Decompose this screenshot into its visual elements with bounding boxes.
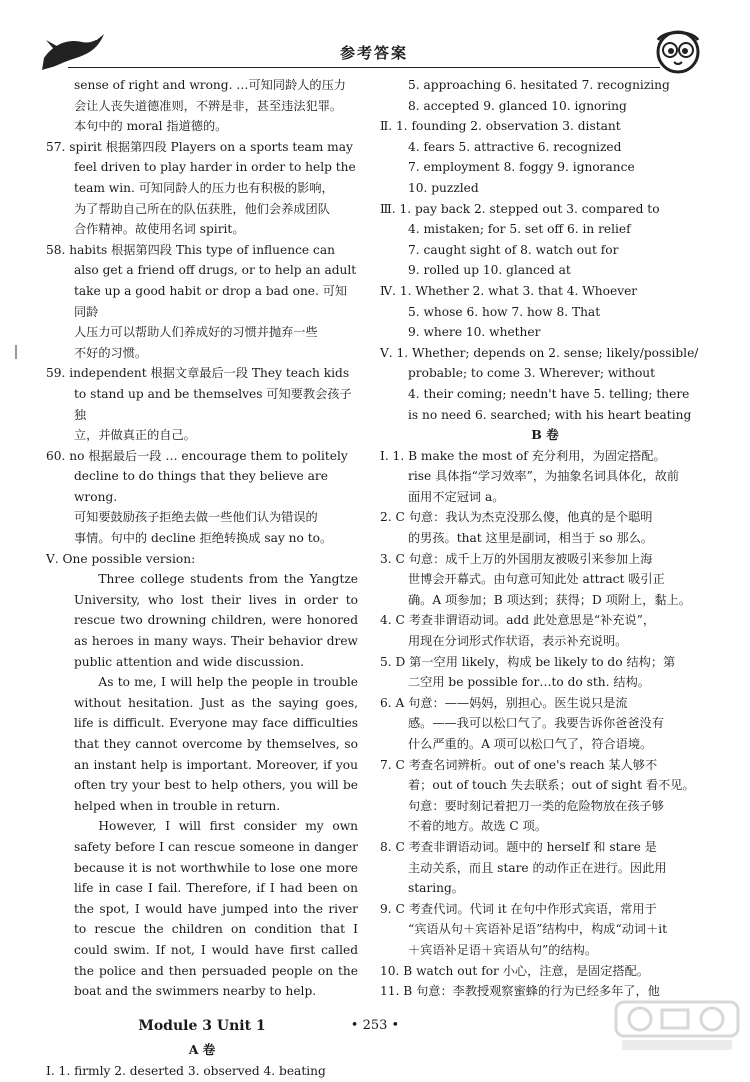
- left-column: [46, 75, 358, 1082]
- text-line: 感。——我可以松口气了。我要告诉你爸爸没有: [408, 716, 664, 731]
- text-line: 4. C 考查非谓语动词。add 此处意思是“补充说”，: [380, 613, 656, 628]
- text-line: 9. C 考查代词。代词 it 在句中作形式宾语，常用于: [380, 901, 657, 916]
- text-line: 合作精神。故使用名词 spirit。: [74, 222, 245, 237]
- header-rule: [68, 67, 660, 68]
- text-line: take up a good habit or drop a bad one. 可知同龄: [74, 283, 348, 319]
- text-line: Ⅱ. 1. founding 2. observation 3. distant: [380, 119, 621, 134]
- page-number: • 253 •: [350, 1018, 400, 1033]
- text-line: Ⅰ. 1. B make the most of 充分利用，为固定搭配。: [380, 448, 666, 463]
- text-line: 5. whose 6. how 7. how 8. That: [408, 304, 601, 319]
- text-line: 4. their coming; needn't have 5. telling; there: [408, 386, 690, 401]
- essay-paragraph: Three college students from the Yangtze University, who lost their lives in order to rescue two drowning children, were honored as heroes in many ways. Their behavior drew public attention and wide discussion.: [74, 572, 358, 669]
- text-line: 句意：要时刻记着把刀一类的危险物放在孩子够: [408, 798, 664, 813]
- section-title-a: A 卷: [188, 1042, 216, 1058]
- text-line: Ⅲ. 1. pay back 2. stepped out 3. compared to: [380, 201, 660, 216]
- text-line: 不着的地方。故选 C 项。: [408, 819, 547, 834]
- text-line: 不好的习惯。: [74, 345, 148, 360]
- text-line: also get a friend off drugs, or to help an adult: [74, 263, 357, 278]
- text-line: 10. B watch out for 小心，注意，是固定搭配。: [380, 963, 649, 978]
- text-line: 立，并做真正的自己。: [74, 428, 196, 443]
- module-title: Module 3 Unit 1: [138, 1017, 266, 1034]
- text-line: decline to do things that they believe are wrong.: [74, 469, 328, 504]
- text-line: 着；out of touch 失去联系；out of sight 看不见。: [408, 778, 695, 793]
- answer-58: 58. habits 根据第四段 This type of influence can: [46, 242, 335, 257]
- right-column: [380, 75, 710, 1002]
- answer-60: 60. no 根据最后一段 … encourage them to politely: [46, 448, 348, 463]
- text-line: 人压力可以帮助人们养成好的习惯并抛弃一些: [74, 325, 318, 340]
- text-line: Ⅰ. 1. firmly 2. deserted 3. observed 4. beating: [46, 1063, 326, 1078]
- text-line: 7. employment 8. foggy 9. ignorance: [408, 160, 635, 175]
- text-line: 二空用 be possible for…to do sth. 结构。: [408, 675, 650, 690]
- section-title-b: B 卷: [531, 427, 559, 443]
- text-line: feel driven to play harder in order to help the: [74, 160, 356, 175]
- text-line: 为了帮助自己所在的队伍获胜，他们会养成团队: [74, 201, 330, 216]
- text-line: 什么严重的。A 项可以松口气了，符合语境。: [408, 737, 653, 751]
- text-line: to stand up and be themselves 可知要教会孩子独: [74, 386, 352, 422]
- watermark-logo: [612, 998, 742, 1054]
- answer-57: 57. spirit 根据第四段 Players on a sports team may: [46, 139, 353, 154]
- text-line: rise 具体指“学习效率”，为抽象名词具体化，故前: [408, 469, 680, 484]
- text-line: 主动关系，而且 stare 的动作正在进行。因此用: [408, 860, 667, 875]
- owl-icon: [646, 28, 710, 74]
- section-heading: Ⅴ. One possible version:: [46, 551, 196, 566]
- text-line: “宾语从句＋宾语补足语”结构中，构成“动词＋it: [408, 922, 668, 937]
- text-line: 11. B 句意：李教授观察蜜蜂的行为已经多年了，他: [380, 984, 660, 999]
- text-line: 2. C 句意：我认为杰克没那么傻，他真的是个聪明: [380, 510, 653, 525]
- page-title: 参考答案: [339, 44, 408, 62]
- text-line: 确。A 项参加；B 项达到；获得；D 项附上，黏上。: [408, 592, 691, 607]
- page-header: [38, 28, 710, 76]
- text-line: 世博会开幕式。由句意可知此处 attract 吸引正: [408, 572, 665, 587]
- essay-paragraph: However, I will first consider my own safety before I can rescue someone in danger because it is not worthwhile to lose one more life in case I fail. Therefore, if I had been on the spot, I would have jumped into the river to rescue the children on condition that I could swim. If not, I would have first called the police and then persuaded people on the boat and the swimmers nearby to help.: [74, 819, 358, 999]
- text-line: 9. where 10. whether: [408, 325, 541, 340]
- text-line: sense of right and wrong. …可知同龄人的压力: [74, 78, 346, 92]
- text-line: 8. accepted 9. glanced 10. ignoring: [408, 98, 627, 113]
- essay-paragraph: As to me, I will help the people in trouble without hesitation. Just as the saying goes, life is difficult. Everyone may face difficulties that they cannot overcome by themselves, so an instant help is important. Moreover, if you often try your best to help others, you will be helped when in trouble in return.: [74, 675, 358, 813]
- text-line: 10. puzzled: [408, 180, 479, 195]
- text-line: staring。: [408, 881, 464, 896]
- text-line: 面用不定冠词 a。: [408, 489, 505, 504]
- answer-59: 59. independent 根据文章最后一段 They teach kids: [46, 366, 350, 381]
- text-line: is no need 6. searched; with his heart beating: [408, 407, 692, 422]
- text-line: 用现在分词形式作状语，表示补充说明。: [408, 634, 628, 649]
- text-line: 的男孩。that 这里是副词，相当于 so 那么。: [408, 531, 654, 546]
- text-line: 5. approaching 6. hesitated 7. recognizing: [408, 78, 670, 92]
- text-line: Ⅴ. 1. Whether; depends on 2. sense; likely/possible/: [380, 345, 699, 360]
- text-line: 会让人丧失道德准则，不辨是非，甚至违法犯罪。: [74, 98, 343, 113]
- text-line: 4. fears 5. attractive 6. recognized: [408, 139, 622, 154]
- text-line: 4. mistaken; for 5. set off 6. in relief: [408, 222, 631, 237]
- text-line: 8. C 考查非谓语动词。题中的 herself 和 stare 是: [380, 839, 657, 854]
- text-line: 3. C 句意：成千上万的外国朋友被吸引来参加上海: [380, 551, 653, 566]
- text-line: 5. D 第一空用 likely，构成 be likely to do 结构；第: [380, 654, 676, 669]
- text-line: 事情。句中的 decline 拒绝转换成 say no to。: [74, 531, 333, 546]
- text-line: ＋宾语补足语＋宾语从句”的结构。: [408, 942, 598, 957]
- text-line: 7. C 考查名词辨析。out of one's reach 某人够不: [380, 757, 658, 772]
- text-line: 可知要鼓励孩子拒绝去做一些他们认为错误的: [74, 510, 318, 525]
- margin-mark: [15, 345, 17, 359]
- text-line: 7. caught sight of 8. watch out for: [408, 242, 619, 257]
- text-line: Ⅳ. 1. Whether 2. what 3. that 4. Whoever: [380, 283, 638, 298]
- text-line: 6. A 句意：——妈妈，别担心。医生说只是流: [380, 695, 628, 710]
- text-line: probable; to come 3. Wherever; without: [408, 366, 656, 381]
- text-line: 9. rolled up 10. glanced at: [408, 263, 571, 278]
- text-line: 本句中的 moral 指道德的。: [74, 119, 228, 134]
- text-line: team win. 可知同龄人的压力也有积极的影响，: [74, 180, 334, 195]
